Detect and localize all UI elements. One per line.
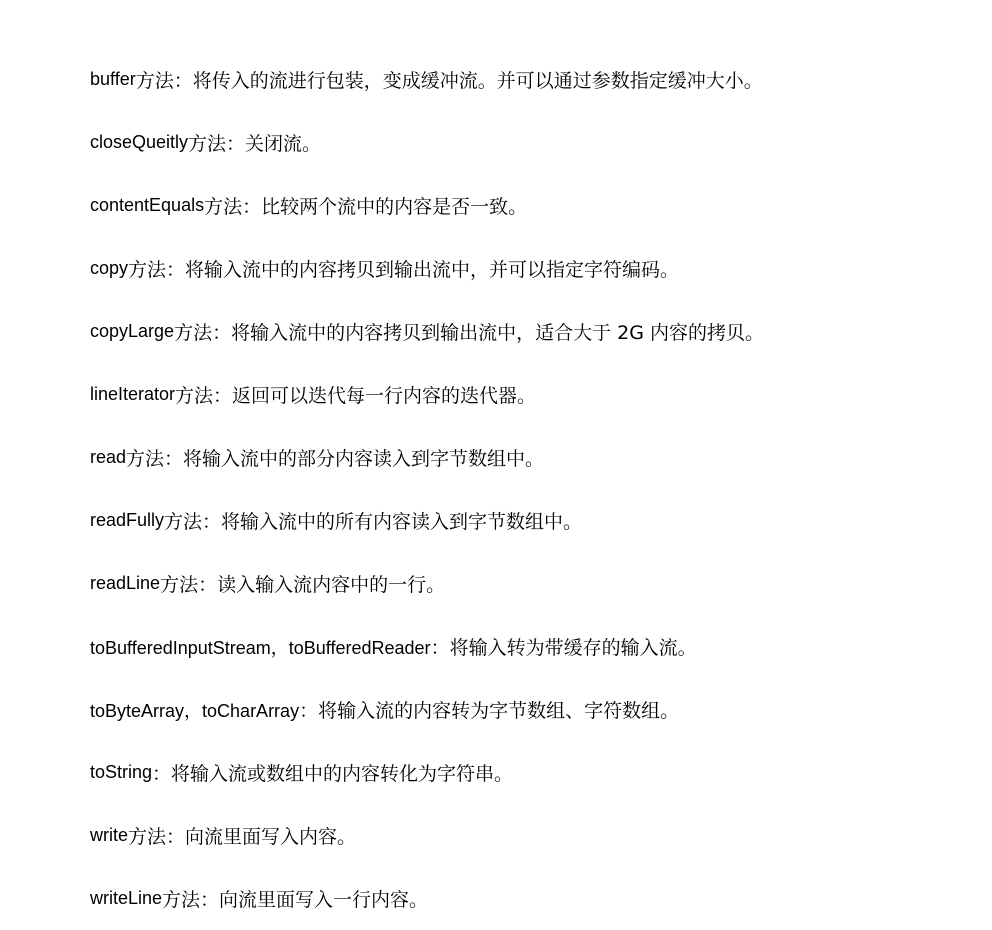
method-line-write: [90, 804, 970, 867]
method-description: 方法：将传入的流进行包装，变成缓冲流。并可以通过参数指定缓冲大小。: [135, 70, 763, 92]
method-name: write: [90, 825, 129, 845]
method-description: 方法：将输入流中的内容拷贝到输出流中，并可以指定字符编码。: [128, 259, 680, 281]
method-description: 方法：返回可以迭代每一行内容的迭代器。: [175, 385, 537, 407]
method-line-contentequals: [90, 174, 970, 237]
method-description: ：将输入转为带缓存的输入流。: [430, 637, 697, 659]
method-name: contentEquals: [90, 195, 205, 215]
method-line-lineiterator: [90, 363, 970, 426]
method-name: copy: [90, 258, 129, 278]
method-line-buffer: [90, 48, 970, 111]
method-line-tostring: [90, 741, 970, 804]
method-description: 方法：将输入流中的所有内容读入到字节数组中。: [164, 511, 583, 533]
method-name: closeQueitly: [90, 132, 189, 152]
method-description: ：将输入流的内容转为字节数组、字符数组。: [299, 700, 680, 722]
method-name: readFully: [90, 510, 165, 530]
method-name: toBufferedInputStream，toBufferedReader: [90, 637, 431, 658]
method-name: copyLarge: [90, 321, 175, 341]
method-line-tobytearray: [90, 678, 970, 741]
method-name: toString: [90, 762, 153, 782]
method-description: 方法：关闭流。: [188, 133, 322, 155]
method-description: 方法：将输入流中的内容拷贝到输出流中，适合大于 2G 内容的拷贝。: [174, 322, 764, 344]
method-line-closequeitly: [90, 111, 970, 174]
method-description: ：将输入流或数组中的内容转化为字符串。: [152, 763, 514, 785]
method-line-read: [90, 426, 970, 489]
method-line-copylarge: [90, 300, 970, 363]
document-body: [90, 48, 970, 930]
method-name: toByteArray，toCharArray: [90, 700, 300, 721]
method-description: 方法：向流里面写入一行内容。: [162, 889, 429, 911]
method-name: buffer: [90, 69, 136, 89]
method-line-writeline: [90, 867, 970, 930]
method-description: 方法：比较两个流中的内容是否一致。: [204, 196, 528, 218]
method-line-copy: [90, 237, 970, 300]
method-line-readfully: [90, 489, 970, 552]
method-description: 方法：读入输入流内容中的一行。: [160, 574, 446, 596]
method-name: readLine: [90, 573, 161, 593]
method-name: writeLine: [90, 888, 163, 908]
method-line-tobufferedinputstream: [90, 615, 970, 678]
method-line-readline: [90, 552, 970, 615]
method-description: 方法：将输入流中的部分内容读入到字节数组中。: [126, 448, 545, 470]
method-name: lineIterator: [90, 384, 176, 404]
method-description: 方法：向流里面写入内容。: [128, 826, 357, 848]
method-name: read: [90, 447, 127, 467]
